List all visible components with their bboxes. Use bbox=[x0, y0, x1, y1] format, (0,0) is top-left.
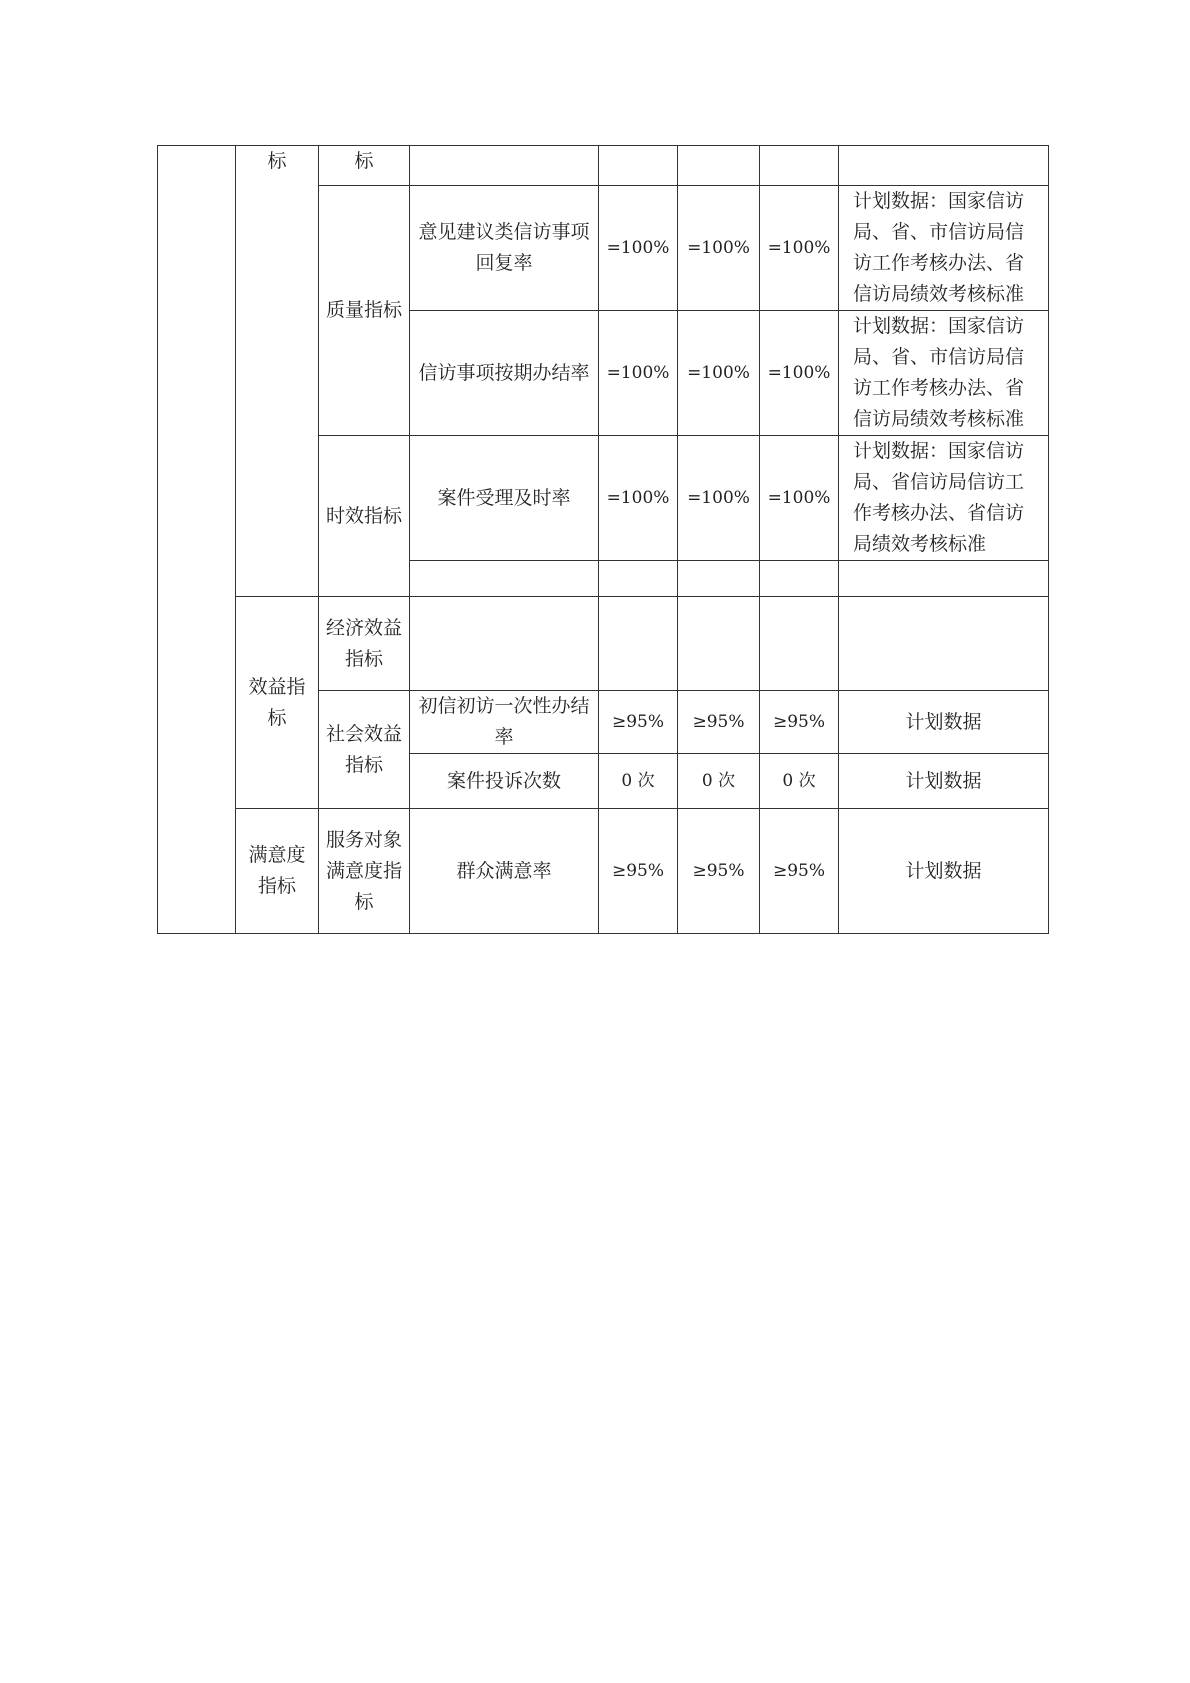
value-cell: ≥95% bbox=[678, 809, 760, 934]
value-cell: ≥95% bbox=[760, 809, 839, 934]
table-row bbox=[158, 809, 1049, 934]
value-cell: ≥95% bbox=[599, 691, 678, 754]
indicator-cell: 案件受理及时率 bbox=[410, 436, 599, 561]
indicator-cell: 初信初访一次性办结率 bbox=[410, 691, 599, 754]
indicator-cell: 信访事项按期办结率 bbox=[410, 311, 599, 436]
indicator-cell bbox=[410, 597, 599, 691]
performance-indicator-table bbox=[157, 145, 1049, 934]
service-satisfaction-label: 服务对象满意度指标 bbox=[319, 809, 410, 934]
quality-indicator-label: 质量指标 bbox=[319, 186, 410, 436]
level3-cont-cell: 标 bbox=[319, 146, 410, 186]
indicator-cell: 案件投诉次数 bbox=[410, 754, 599, 809]
basis-cell: 计划数据 bbox=[839, 809, 1049, 934]
indicator-cell bbox=[410, 146, 599, 186]
value-cell bbox=[760, 561, 839, 597]
value-cell bbox=[760, 146, 839, 186]
value-cell bbox=[678, 146, 760, 186]
basis-cell: 计划数据 bbox=[839, 691, 1049, 754]
indicator-cell: 意见建议类信访事项回复率 bbox=[410, 186, 599, 311]
level1-cell bbox=[158, 146, 236, 934]
basis-cell bbox=[839, 146, 1049, 186]
value-cell: =100% bbox=[760, 436, 839, 561]
value-cell: =100% bbox=[760, 311, 839, 436]
value-cell bbox=[760, 597, 839, 691]
value-cell: =100% bbox=[599, 311, 678, 436]
value-cell: ≥95% bbox=[678, 691, 760, 754]
value-cell: =100% bbox=[760, 186, 839, 311]
indicator-cell: 群众满意率 bbox=[410, 809, 599, 934]
value-cell: =100% bbox=[678, 436, 760, 561]
value-cell: ≥95% bbox=[599, 809, 678, 934]
timeliness-indicator-label: 时效指标 bbox=[319, 436, 410, 597]
basis-cell: 计划数据：国家信访局、省、市信访局信访工作考核办法、省信访局绩效考核标准 bbox=[839, 311, 1049, 436]
value-cell bbox=[599, 146, 678, 186]
value-cell bbox=[678, 561, 760, 597]
value-cell: =100% bbox=[678, 311, 760, 436]
economic-benefit-label: 经济效益指标 bbox=[319, 597, 410, 691]
basis-cell bbox=[839, 561, 1049, 597]
satisfaction-indicator-label: 满意度指标 bbox=[236, 809, 319, 934]
value-cell bbox=[599, 597, 678, 691]
value-cell: =100% bbox=[599, 436, 678, 561]
basis-cell: 计划数据：国家信访局、省、市信访局信访工作考核办法、省信访局绩效考核标准 bbox=[839, 186, 1049, 311]
value-cell: 0 次 bbox=[678, 754, 760, 809]
basis-cell: 计划数据 bbox=[839, 754, 1049, 809]
basis-cell bbox=[839, 597, 1049, 691]
value-cell bbox=[678, 597, 760, 691]
basis-cell: 计划数据：国家信访局、省信访局信访工作考核办法、省信访局绩效考核标准 bbox=[839, 436, 1049, 561]
indicator-cell bbox=[410, 561, 599, 597]
value-cell: =100% bbox=[678, 186, 760, 311]
value-cell: 0 次 bbox=[599, 754, 678, 809]
benefit-indicator-label: 效益指标 bbox=[236, 597, 319, 809]
level2-cont-cell: 标 bbox=[236, 146, 319, 597]
value-cell: ≥95% bbox=[760, 691, 839, 754]
value-cell: 0 次 bbox=[760, 754, 839, 809]
table-row bbox=[158, 597, 1049, 691]
value-cell bbox=[599, 561, 678, 597]
value-cell: =100% bbox=[599, 186, 678, 311]
table-row bbox=[158, 146, 1049, 186]
social-benefit-label: 社会效益指标 bbox=[319, 691, 410, 809]
